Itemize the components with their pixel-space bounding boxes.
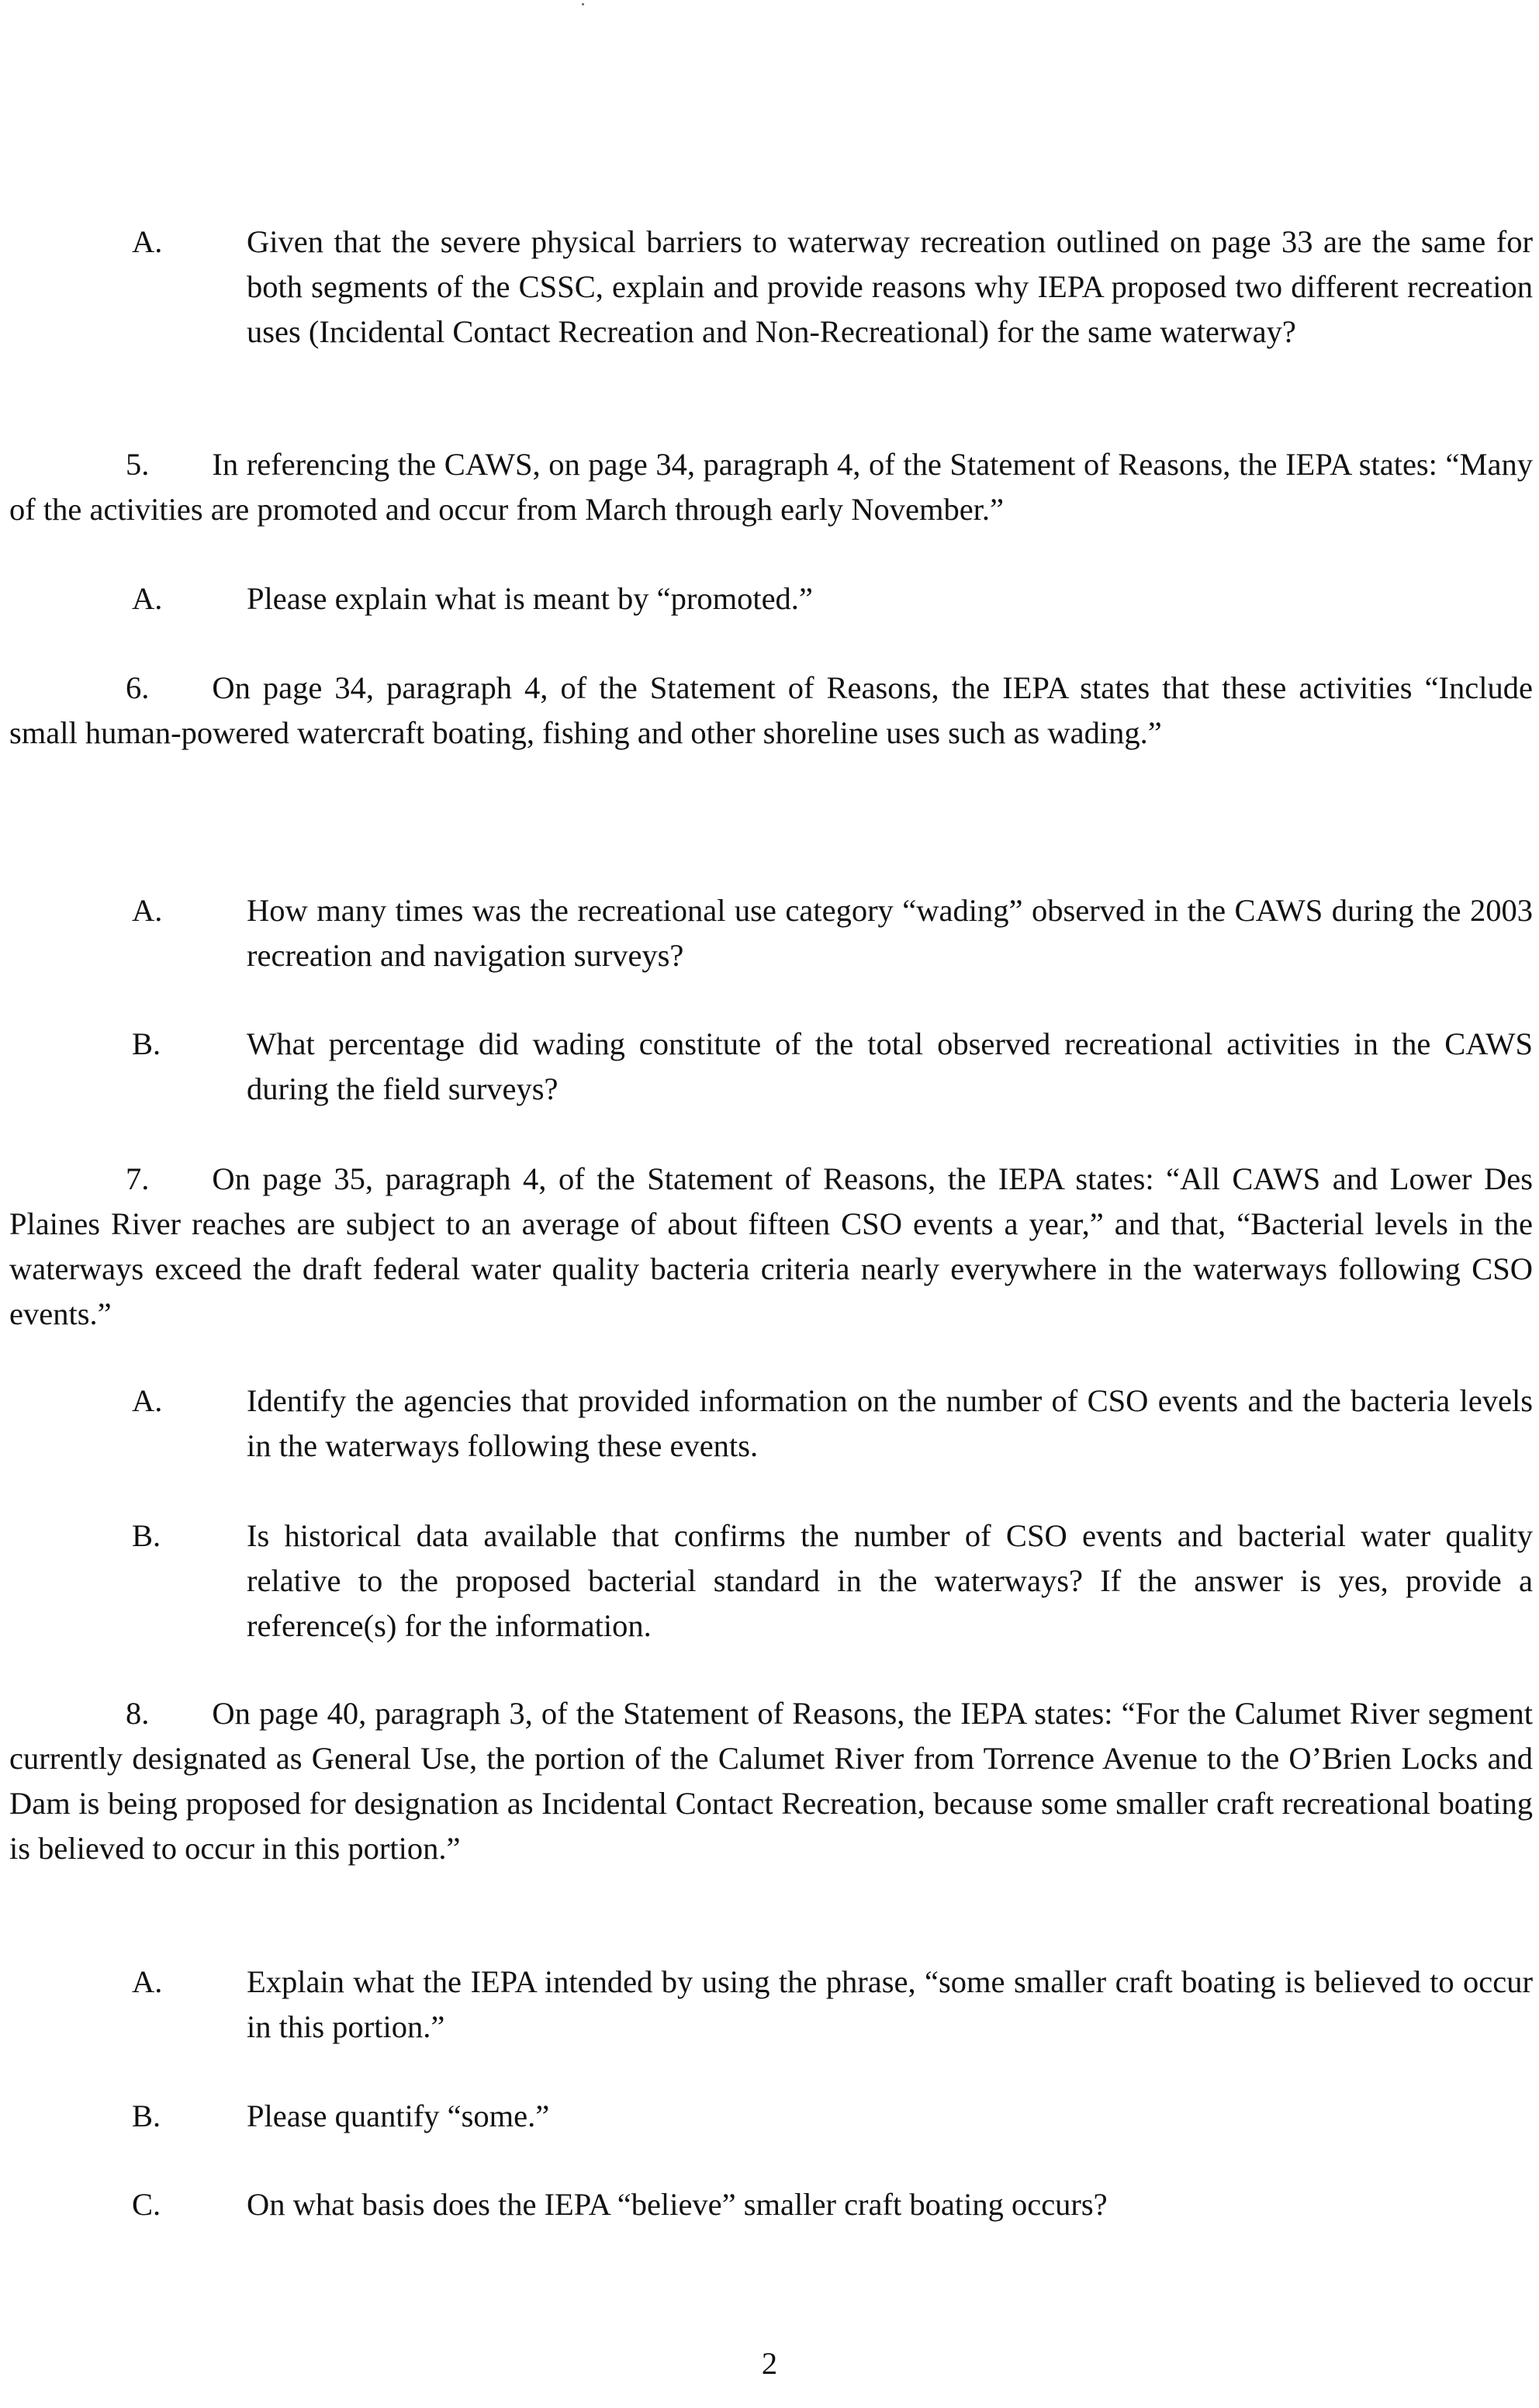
item-8a-text: Explain what the IEPA intended by using the phrase, “some smaller craft boating is believed to occur in this portion.” — [247, 1964, 1533, 2044]
item-5a-text: Please explain what is meant by “promoted.” — [247, 581, 813, 616]
item-7a-label: A. — [132, 1383, 163, 1418]
question-5: 5. In referencing the CAWS, on page 34, paragraph 4, of the Statement of Reasons, the IEPA states: “Many of the activities are promoted and occur from March through early November.” — [9, 447, 1533, 527]
page-number: 2 — [761, 2346, 778, 2381]
item-6a-label: A. — [132, 893, 163, 928]
item-6b-text: What percentage did wading constitute of the total observed recreational activities in the CAWS during the field surveys? — [247, 1026, 1533, 1106]
question-6: 6. On page 34, paragraph 4, of the Statement of Reasons, the IEPA states that these activities “Include small human-powered watercraft boating, fishing and other shoreline uses such as wading.” — [9, 670, 1533, 750]
scan-speck — [582, 3, 584, 5]
item-7b-text: Is historical data available that confirms the number of CSO events and bacterial water quality relative to the proposed bacterial standard in the waterways? If the answer is yes, provide a reference(s) for the information. — [247, 1518, 1533, 1643]
item-6b-label: B. — [132, 1026, 161, 1061]
item-8c-label: C. — [132, 2187, 161, 2222]
item-8a-label: A. — [132, 1964, 163, 1999]
item-4a-text: Given that the severe physical barriers to waterway recreation outlined on page 33 are the same for both segments of the CSSC, explain and provide reasons why IEPA proposed two different recreation uses (Incidental Contact Recreation and Non-Recreational) for the same waterway? — [247, 224, 1533, 349]
item-8b-label: B. — [132, 2098, 161, 2133]
item-8c-text: On what basis does the IEPA “believe” smaller craft boating occurs? — [247, 2187, 1108, 2222]
item-4a-label: A. — [132, 224, 163, 259]
question-7: 7. On page 35, paragraph 4, of the Statement of Reasons, the IEPA states: “All CAWS and Lower Des Plaines River reaches are subject to an average of about fifteen CSO events a year,” and that, “Bacterial levels in the waterways exceed the draft federal water quality bacteria criteria nearly everywhere in the waterways following CSO events.” — [9, 1161, 1533, 1331]
item-5a-label: A. — [132, 581, 163, 616]
item-8b-text: Please quantify “some.” — [247, 2098, 550, 2133]
item-6a-text: How many times was the recreational use category “wading” observed in the CAWS during the 2003 recreation and navigation surveys? — [247, 893, 1533, 973]
item-7a-text: Identify the agencies that provided information on the number of CSO events and the bacteria levels in the waterways following these events. — [247, 1383, 1533, 1463]
question-8: 8. On page 40, paragraph 3, of the Statement of Reasons, the IEPA states: “For the Calumet River segment currently designated as General Use, the portion of the Calumet River from Torrence Avenue to the O’Brien Locks and Dam is being proposed for designation as Incidental Contact Recreation, because some smaller craft recreational boating is believed to occur in this portion.” — [9, 1696, 1533, 1866]
item-7b-label: B. — [132, 1518, 161, 1553]
